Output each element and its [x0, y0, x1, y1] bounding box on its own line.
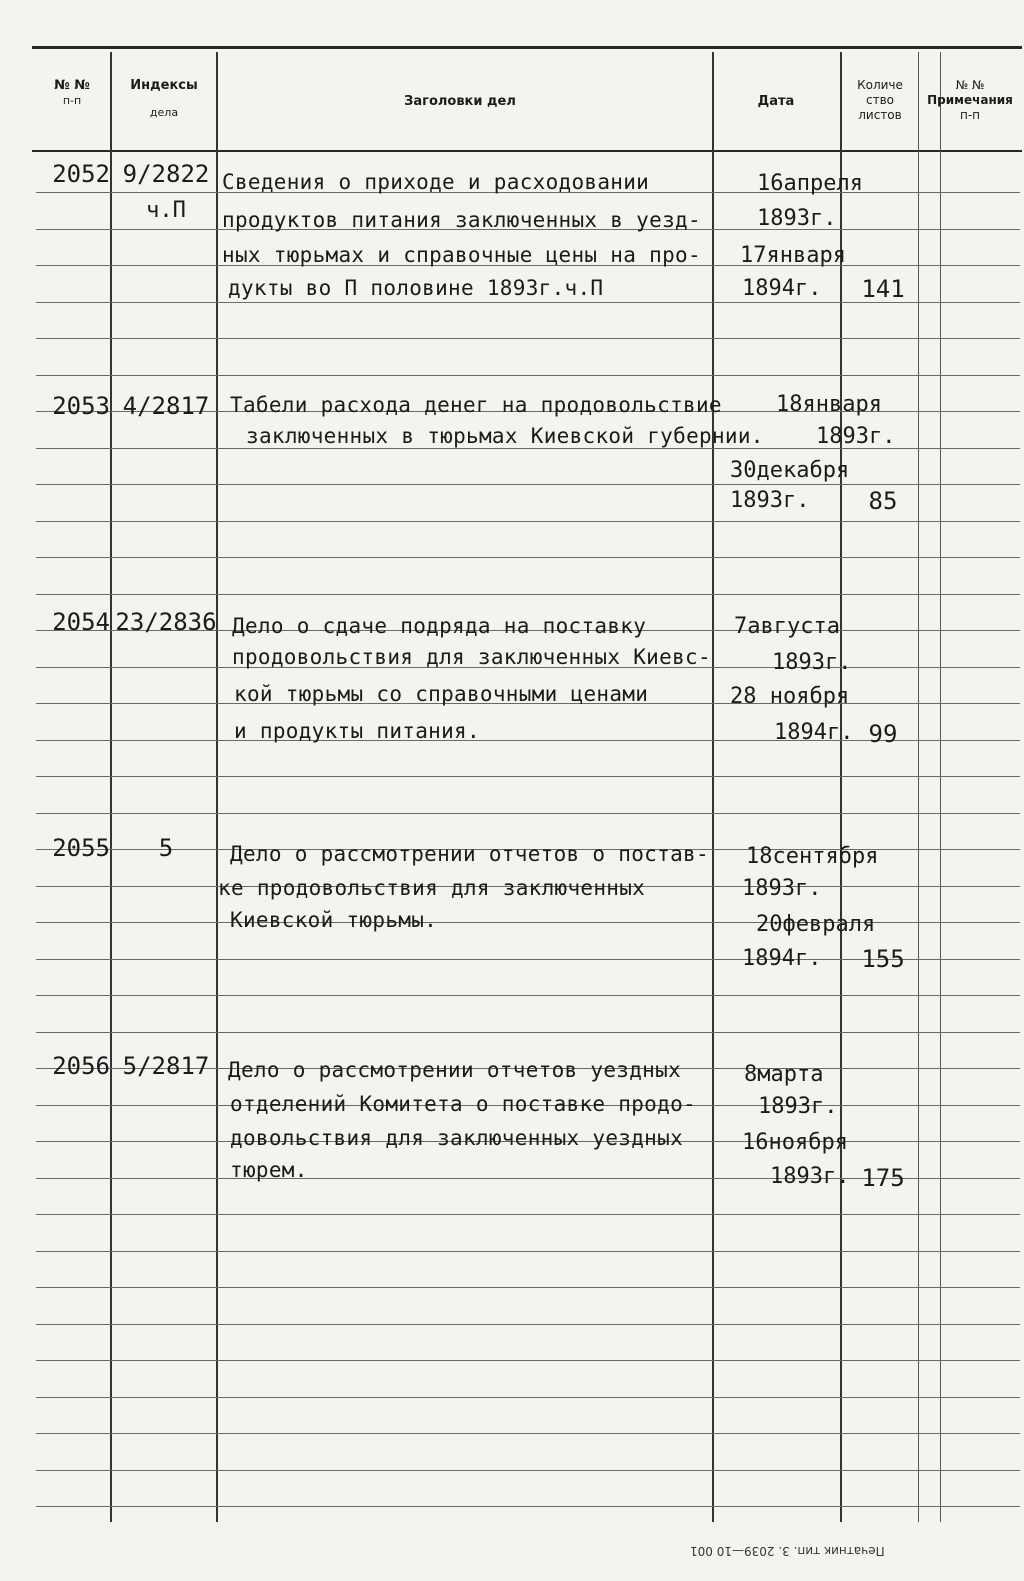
- record-title-line: довольствия для заключенных уездных: [230, 1126, 684, 1150]
- col-divider-title: [712, 52, 714, 1522]
- ruled-line: [36, 594, 1020, 595]
- record-number: 2054: [52, 608, 110, 636]
- record-index: 5/2817: [122, 1052, 210, 1080]
- record-number: 2055: [52, 834, 110, 862]
- record-index: 9/2822: [122, 160, 210, 188]
- record-sheets: 141: [861, 275, 905, 303]
- header-num: № № п-п: [54, 78, 90, 107]
- record-title-line: Табели расхода денег на продовольствие: [230, 393, 722, 417]
- record-date-start: 7августа: [734, 614, 840, 639]
- record-index: 4/2817: [122, 392, 210, 420]
- record-title-line: и продукты питания.: [234, 719, 480, 743]
- record-date-start-year: 1893г.: [772, 650, 852, 675]
- ruled-line: [36, 557, 1020, 558]
- ruled-line: [36, 1287, 1020, 1288]
- record-title-line: продовольствия для заключенных Киевс-: [232, 645, 711, 669]
- header-rule: [32, 150, 1022, 152]
- record-sheets: 155: [861, 945, 905, 973]
- record-date-start: 16апреля: [757, 171, 863, 196]
- header-index: Индексы дела: [130, 78, 198, 119]
- record-index-part: ч.П: [146, 198, 186, 223]
- ruled-line: [36, 521, 1020, 522]
- record-number: 2056: [52, 1052, 110, 1080]
- record-title-line: кой тюрьмы со справочными ценами: [234, 682, 649, 706]
- record-date-end: 16ноября: [742, 1130, 848, 1155]
- header-notes: № № Примечания п-п: [927, 78, 1013, 122]
- col-divider-index: [216, 52, 218, 1522]
- record-date-end: 17января: [740, 243, 846, 268]
- record-date-start: 18сентября: [746, 844, 879, 869]
- ruled-line: [36, 813, 1020, 814]
- record-title-line: продуктов питания заключенных в уезд-: [222, 208, 701, 232]
- printer-imprint: Печатник тип. 3. 2039—10 001: [690, 1544, 885, 1558]
- col-divider-notes: [940, 52, 941, 1522]
- ruled-line: [36, 1251, 1020, 1252]
- ruled-line: [36, 995, 1020, 996]
- record-title-line: Дело о сдаче подряда на поставку: [232, 614, 647, 638]
- record-title-line: Дело о рассмотрении отчетов уездных: [228, 1058, 682, 1082]
- ruled-line: [36, 1433, 1020, 1434]
- record-title-line: заключенных в тюрьмах Киевской губернии.: [246, 424, 764, 448]
- record-date-end-year: 1894г.: [742, 276, 822, 301]
- record-date-start-year: 1893г.: [742, 876, 822, 901]
- record-title-line: отделений Комитета о поставке продо-: [230, 1092, 696, 1116]
- ruled-line: [36, 338, 1020, 339]
- ruled-line: [36, 1360, 1020, 1361]
- ruled-line: [36, 1397, 1020, 1398]
- col-divider-num: [110, 52, 112, 1522]
- record-date-end-year: 1894г.: [742, 946, 822, 971]
- ruled-line: [36, 1214, 1020, 1215]
- record-number: 2052: [52, 160, 110, 188]
- record-sheets: 175: [861, 1164, 905, 1192]
- record-date-end-year: 1893г.: [770, 1164, 850, 1189]
- record-title-line: дукты во П половине 1893г.ч.П: [228, 276, 604, 300]
- col-divider-date: [840, 52, 842, 1522]
- record-date-start: 8марта: [744, 1062, 824, 1087]
- top-rule: [32, 46, 1022, 49]
- record-index: 5: [158, 834, 174, 862]
- record-date-end: 28 ноября: [730, 684, 850, 709]
- record-date-end: 30декабря: [730, 458, 850, 483]
- record-title-line: Сведения о приходе и расходовании: [222, 170, 650, 194]
- header-date: Дата: [757, 94, 795, 109]
- ruled-line: [36, 1470, 1020, 1471]
- record-title-line: Киевской тюрьмы.: [230, 908, 438, 932]
- ruled-line: [36, 1324, 1020, 1325]
- record-title-line: ных тюрьмах и справочные цены на про-: [222, 243, 701, 267]
- record-sheets: 85: [868, 487, 898, 515]
- ruled-line: [36, 776, 1020, 777]
- record-date-start-year: 1893г.: [816, 424, 896, 449]
- record-date-end-year: 1893г.: [730, 488, 810, 513]
- record-title-line: Дело о рассмотрении отчетов о постав-: [230, 842, 709, 866]
- header-sheets: Количе ство листов: [857, 78, 903, 122]
- record-title-line: ке продовольствия для заключенных: [218, 876, 646, 900]
- record-number: 2053: [52, 392, 110, 420]
- ruled-line: [36, 484, 1020, 485]
- ruled-line: [36, 375, 1020, 376]
- record-date-end-year: 1894г.: [774, 720, 854, 745]
- ruled-line: [36, 1032, 1020, 1033]
- record-index: 23/2836: [115, 608, 217, 636]
- record-date-end: 20февраля: [756, 912, 876, 937]
- record-sheets: 99: [868, 720, 898, 748]
- record-date-start-year: 1893г.: [758, 1094, 838, 1119]
- ruled-line: [36, 1506, 1020, 1507]
- col-divider-sheets: [918, 52, 919, 1522]
- record-date-start-year: 1893г.: [757, 206, 837, 231]
- header-title: Заголовки дел: [404, 94, 516, 109]
- record-title-line: тюрем.: [230, 1158, 308, 1182]
- record-date-start: 18января: [776, 392, 882, 417]
